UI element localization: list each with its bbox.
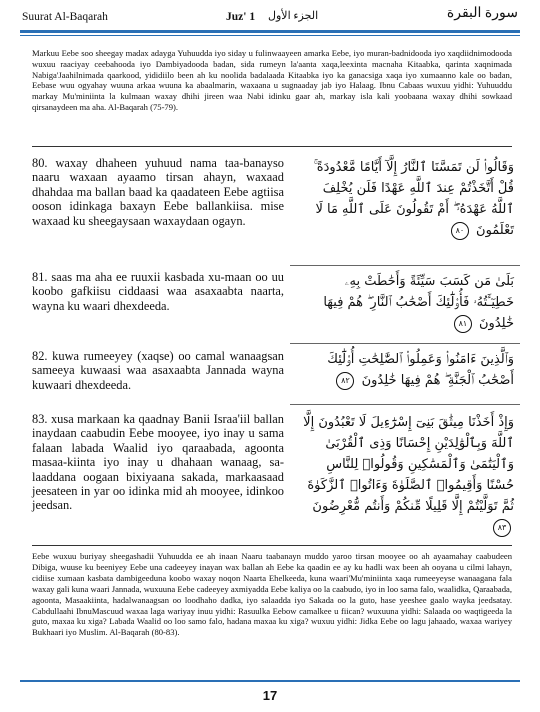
verse-number: 80.	[32, 156, 48, 170]
verse-divider	[290, 343, 520, 344]
ayah-number-mark: ٨١	[454, 315, 472, 333]
verse-text: waxay dhaheen yuhuud nama taa-banayso naaru waxaan ayaamo tirsan ahayn, waxaad dhahdaa ma ballan baad ka qaadateen Eebe agtiisa ooson idinkaga baxayn Eebe ballankiisa. mise waxaad ku sheegaysaan waxaydaan ogayn.	[32, 156, 284, 228]
footnote-commentary: Eebe wuxuu buriyay sheegashadii Yuhuudda ee ah inaan Naaru taabanayn muddo yaroo tirsan mooyee oo ah ayaamahay caabudeen Dibiga, wuuse ku beeniyey Eebe una cadeeyey inayan wax ballan ah Eebe ka qaadin ee ay ku hadli wax been ah ooyana u cilmi lahayn, cidiise xumaan kasbata dambigeeduna koobo waxay noqon Naarta Ehelkeeda, kuna waari'Mu'miniinta xaqa rumeeyeyse wanaagana fala waxay gali kuna waari Jannada, wuxuuna Eebe cadeeyey axmiyadda Eebe kaliya oo la caabudo, iyo in loo sama falo, waalidka, Qaraabada, agoonta, Masaakiinta, hadalwanaagsan oo loodhaho dadka, iyo salaadda iyo Sakada oo la guto, hase yeeshee gaalo wayka jeedsatay. Cabdullaahi IbnuMascuud waxaa laga wariyay inuu yidhi: Rasuulka Eebow camalkee u fiican? wuxuuna yidhi: Salaada oo waqtigeeda la guto, maxaa ku xiga? Labada Waalid oo loo samo falo, hadana maxaa ku xiga? wuxuu yidhi: Jidka Eebe oo lagu jahaado, waxaa wariyey Bukhaari iyo Muslim. Al-Baqarah (80-83).	[32, 551, 512, 638]
verse-text: saas ma aha ee ruuxii kasbada xu-maan oo uu koobo gafkiisu ciddaasi waa asaxaabta naarta, wayna ku waari dhexdeeda.	[32, 270, 285, 313]
ayah-number-mark: ٨٣	[493, 519, 511, 537]
verse-number: 81.	[32, 270, 48, 284]
arabic-text: بَلَىٰ مَن كَسَبَ سَيِّئَةً وَأَحَٰطَتْ بِهِۦ خَطِيٓـَٔتُهُۥ فَأُو۟لَٰٓئِكَ أَصْحَٰبُ ٱلنَّارِ ۖ هُمْ فِيهَا خَٰلِدُونَ	[323, 274, 514, 331]
ayah-number-mark: ٨٠	[451, 222, 469, 240]
header-rule	[20, 30, 520, 33]
verse-divider	[290, 265, 520, 266]
surah-title: Suurat Al-Baqarah	[22, 11, 108, 23]
verse-text: xusa markaan ka qaadnay Banii Israa'iil ballan inaydaan caabudin Eebe mooyee, iyo inay u sama falaan labada Waalid iyo qaraabada, agoonta masaa-kiinta iyo inay u dhahaan wanaag, sa-laaddana oogaan bixiyaana sakada, markaasaad jeesateen in yar oo idinka mid ah mooyee, idinkoo jeedsan.	[32, 412, 284, 513]
verse-81-translation	[32, 270, 284, 313]
page-header	[0, 0, 540, 30]
verse-80-translation	[32, 156, 284, 228]
surah-title-arabic: سورة البقرة	[446, 6, 518, 21]
arabic-text: وَإِذْ أَخَذْنَا مِيثَٰقَ بَنِىٓ إِسْرَٰٓءِيلَ لَا تَعْبُدُونَ إِلَّا ٱللَّهَ وَبِٱلْوَٰلِدَيْنِ إِحْسَانًا وَذِى ٱلْقُرْبَىٰ وَٱلْيَتَٰمَىٰ وَٱلْمَسَٰكِينِ وَقُولُوا۟ لِلنَّاسِ حُسْنًا وَأَقِيمُوا۟ ٱلصَّلَوٰةَ وَءَاتُوا۟ ٱلزَّكَوٰةَ ثُمَّ تَوَلَّيْتُمْ إِلَّا قَلِيلًا مِّنكُمْ وَأَنتُم مُّعْرِضُونَ	[303, 415, 514, 514]
juz-label-arabic: الجزء الأول	[268, 10, 319, 22]
verse-number: 82.	[32, 349, 48, 363]
arabic-text: وَٱلَّذِينَ ءَامَنُوا۟ وَعَمِلُوا۟ ٱلصَّٰلِحَٰتِ أُو۟لَٰٓئِكَ أَصْحَٰبُ ٱلْجَنَّةِ ۖ هُمْ فِيهَا خَٰلِدُونَ	[327, 352, 514, 388]
verse-82-translation	[32, 349, 284, 392]
verse-divider	[290, 404, 520, 405]
intro-divider	[32, 146, 512, 147]
footnote-divider	[32, 545, 512, 546]
page-number: 17	[262, 688, 278, 703]
intro-commentary: Markuu Eebe soo sheegay madax adayga Yuhuudda iyo siday u fulinwaayeen amarka Eebe, iyo muran-badnidooda iyo xaqdiidnimodooda wuxuu raaciyay ceebahooda iyo Dambiyadooda badan, sida rumeyn la'aanta xaqa,leexinta macnaha Kitaabka, qarinta xaqnimada Nabiga'Jaahilnimada qaarkood, yididiilo been ah ku noolida badalaada Kitaabka iyo ka ganacsiga xaqa iyo xumaanno kale oo badan, Eebase wuu ogyahay wuuna arkaa wuuna ka abaalmarin, waxaana u sugnaaday jab iyo Halaag. Ibnu Cabaas wuxuu yidhi: Yuhuuddu markay Mu'miniinta la kulmaan waxay dhihi jireen waa Nabi idinku gaar ah, markay isla kali yoobaana waxay dhihi sowkaad qirsanaydeen ma aha. Al-Baqarah (75-79).	[32, 48, 512, 112]
verse-81-arabic	[300, 271, 514, 334]
verse-80-arabic	[300, 157, 514, 241]
verse-83-translation	[32, 412, 284, 513]
juz-label: Juz' 1	[226, 11, 256, 23]
header-rule-thin	[20, 35, 520, 36]
verse-82-arabic	[300, 349, 514, 391]
verse-text: kuwa rumeeyey (xaqse) oo camal wanaagsan sameeya kuwaasi waa asaxaabta Jannada wayna kuwaari dhexdeeda.	[32, 349, 284, 392]
ayah-number-mark: ٨٢	[336, 372, 354, 390]
verse-83-arabic	[300, 412, 514, 538]
verse-number: 83.	[32, 412, 48, 426]
footer-rule	[20, 680, 520, 682]
arabic-text: وَقَالُوا۟ لَن تَمَسَّنَا ٱلنَّارُ إِلَّآ أَيَّامًا مَّعْدُودَةً ۚ قُلْ أَتَّخَذْتُمْ عِندَ ٱللَّهِ عَهْدًا فَلَن يُخْلِفَ ٱللَّهُ عَهْدَهُۥٓ ۖ أَمْ تَقُولُونَ عَلَى ٱللَّهِ مَا لَا تَعْلَمُونَ	[313, 160, 514, 238]
